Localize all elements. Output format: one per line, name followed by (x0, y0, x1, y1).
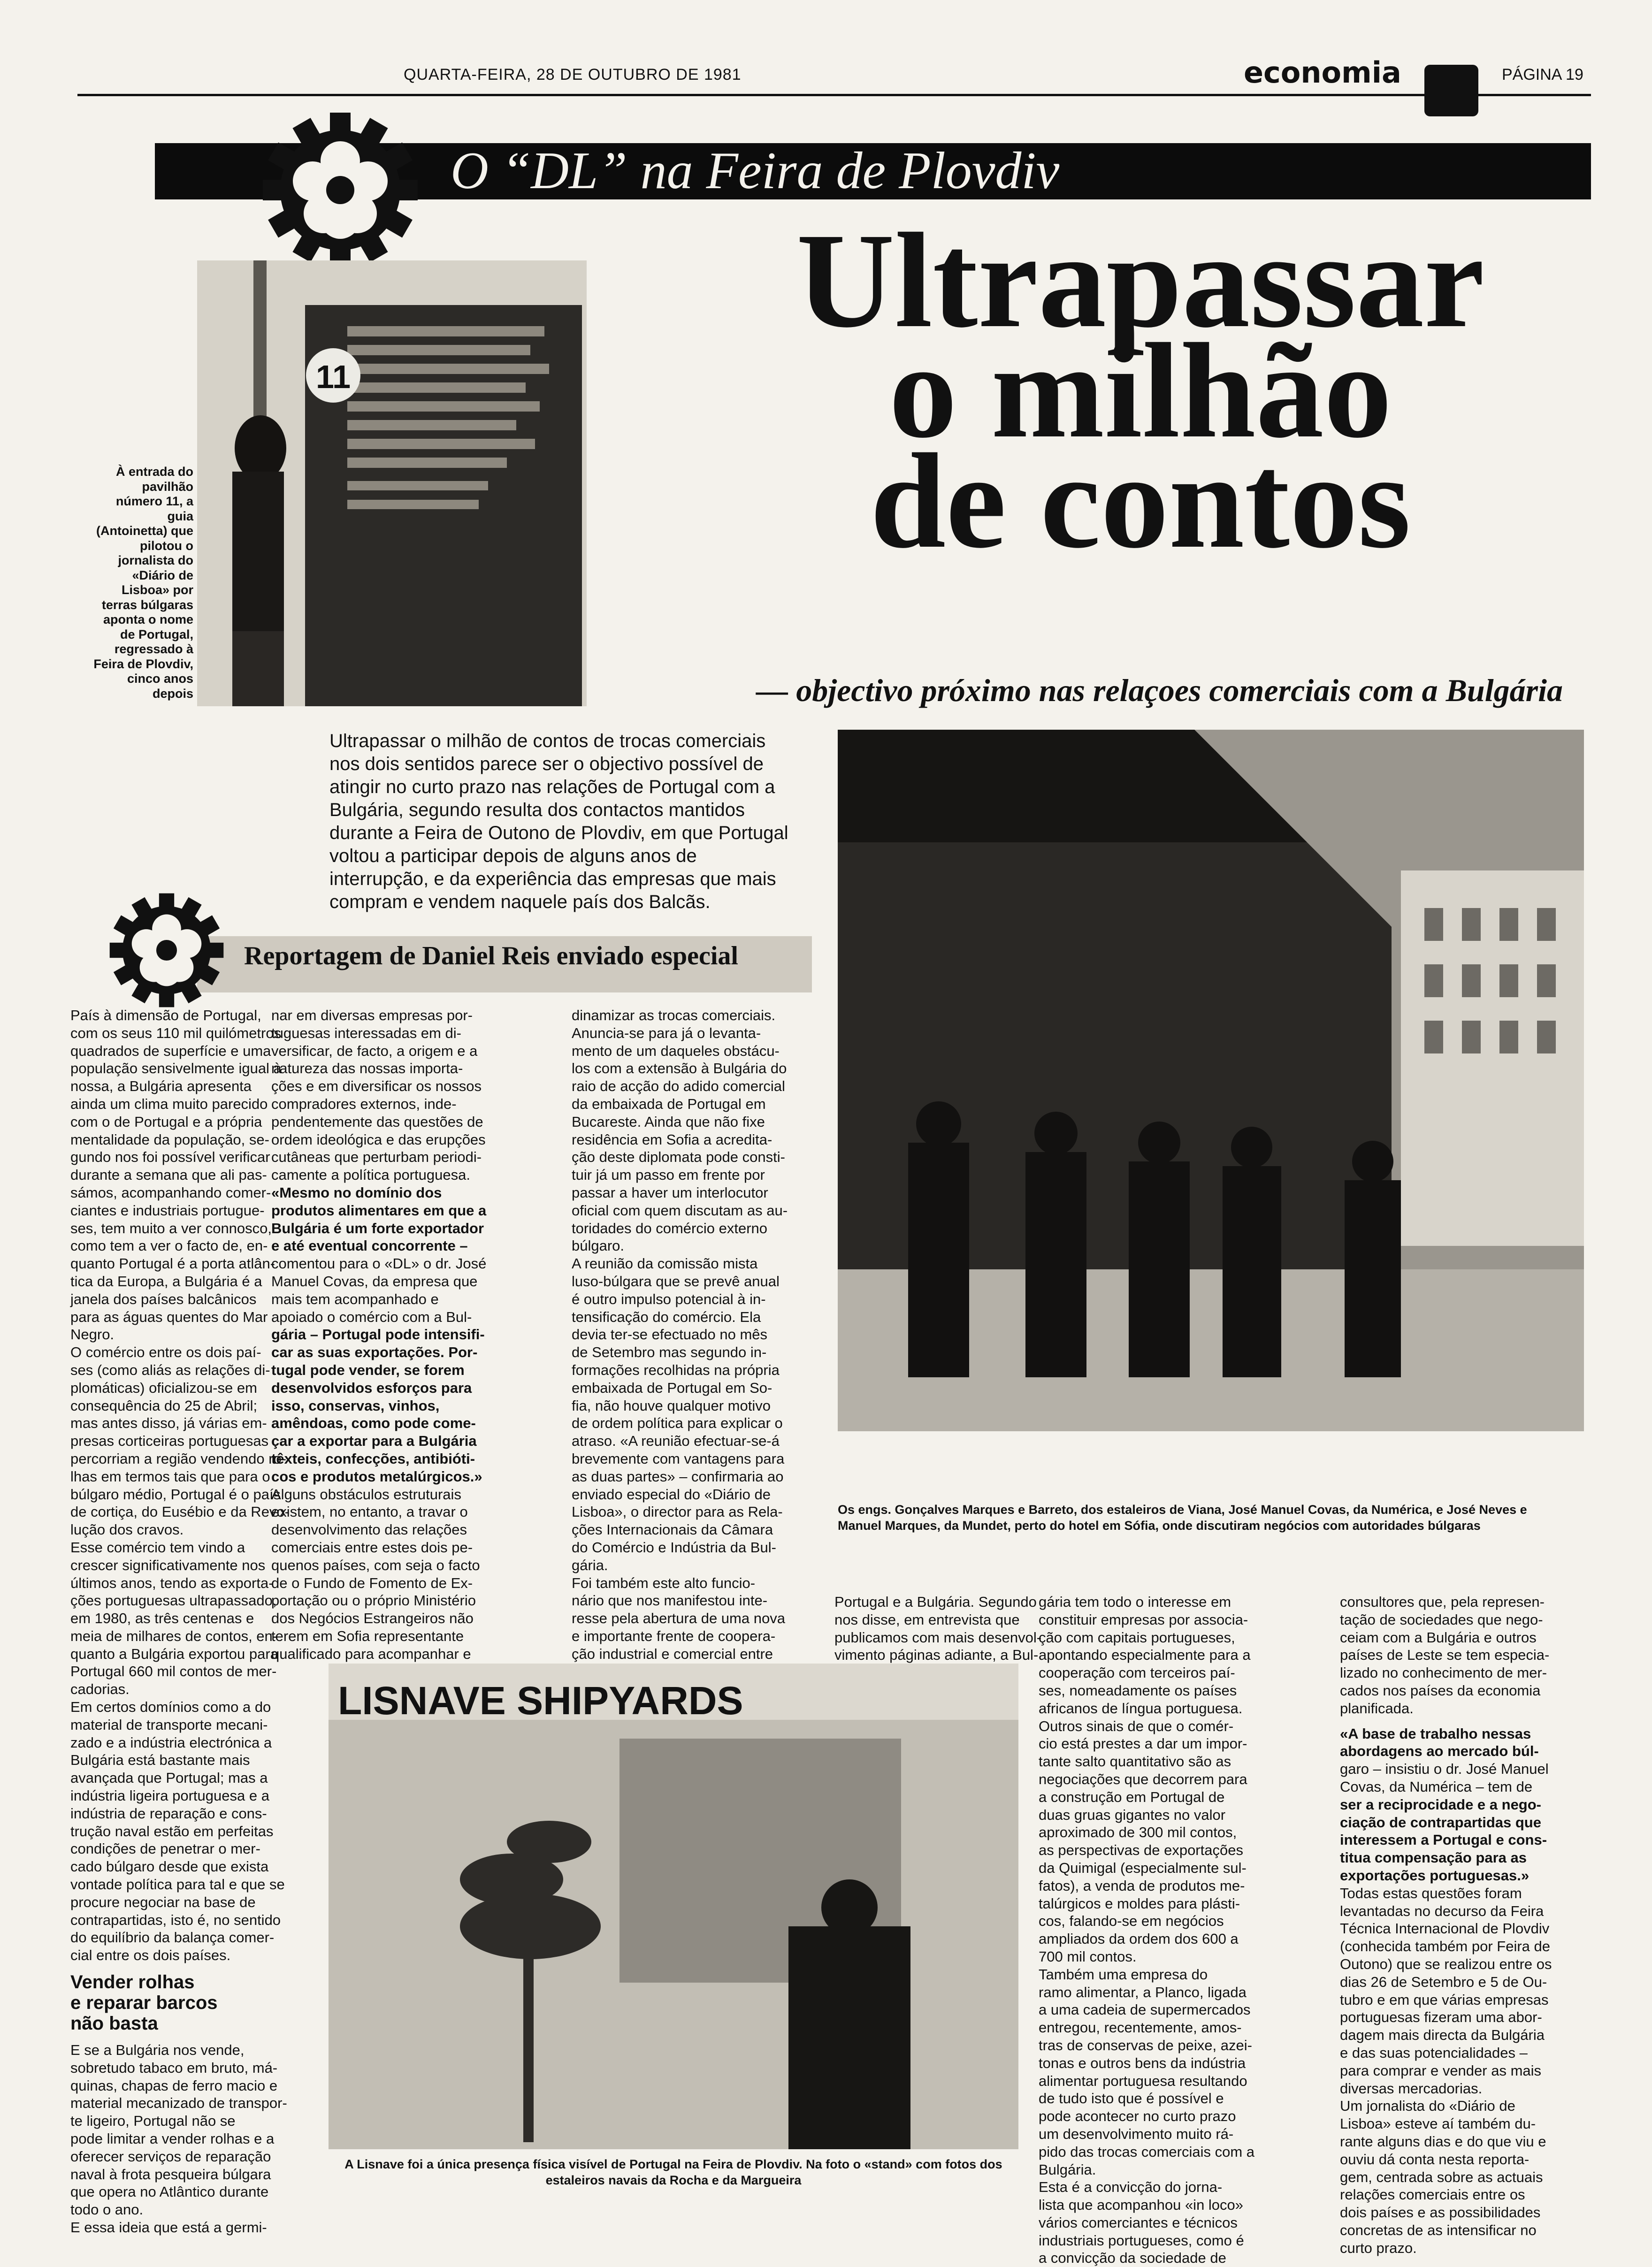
article-line: meia de milhares de contos, en- (70, 1627, 278, 1644)
article-line: gem, centrada sobre as actuais (1340, 2168, 1543, 2185)
article-line: passar a haver um interlocutor (572, 1184, 768, 1201)
article-line: enviado especial do «Diário de (572, 1486, 771, 1503)
article-line: vontade política para tal e que se (70, 1876, 285, 1893)
article-line: luso-búlgara que se prevê anual (572, 1273, 780, 1290)
article-line: tubro e em que várias empresas (1340, 1991, 1549, 2008)
article-line: comerciais entre estes dois pe- (271, 1539, 473, 1556)
article-line: cado búlgaro desde que exista (70, 1858, 269, 1875)
article-line: avançada que Portugal; mas a (70, 1770, 268, 1786)
article-line: ainda um clima muito parecido (70, 1095, 268, 1112)
article-line: ordem ideológica e das erupções (271, 1131, 486, 1148)
article-line: Em certos domínios como a do (70, 1699, 271, 1716)
article-line: têxteis, confecções, antibióti- (271, 1450, 475, 1467)
article-line: los com a extensão à Bulgária do (572, 1060, 787, 1077)
article-line: alimentar portuguesa resultando (1039, 2072, 1247, 2089)
byline: Reportagem de Daniel Reis enviado especial (244, 941, 738, 970)
article-line: ceiam com a Bulgária e outros (1340, 1629, 1537, 1646)
article-line: constituir empresas por associa- (1039, 1611, 1248, 1628)
photo1-caption (70, 465, 193, 701)
article-line: presas corticeiras portuguesas (70, 1433, 269, 1450)
article-line: Bucareste. Ainda que não fixe (572, 1113, 765, 1130)
article-line: um desenvolvimento muito rá- (1039, 2125, 1234, 2142)
article-line: nos disse, em entrevista que (834, 1611, 1020, 1628)
fair-gear-logo-icon (260, 110, 420, 270)
article-line: O comércio entre os dois paí- (70, 1344, 261, 1361)
article-line: desenvolvimento das relações (271, 1521, 467, 1538)
lisnave-sign: LISNAVE SHIPYARDS (338, 1679, 743, 1723)
article-line: quenos países, com seja o facto (271, 1557, 480, 1573)
article-line: consultores que, pela represen- (1340, 1594, 1545, 1610)
article-line: levantadas no decurso da Feira (1340, 1902, 1544, 1919)
article-line: tugal pode vender, se forem (271, 1361, 465, 1378)
article-line: cados nos países da economia (1340, 1682, 1541, 1699)
article-line: as duas partes» – confirmaria ao (572, 1468, 784, 1485)
article-line: camente a política portuguesa. (271, 1167, 470, 1183)
article-line: mais tem acompanhado e (271, 1290, 439, 1307)
article-line: (conhecida também por Feira de (1340, 1938, 1551, 1955)
article-line: para as águas quentes do Mar (70, 1308, 268, 1325)
article-line: lista que acompanhou «in loco» (1039, 2197, 1244, 2214)
article-line: ção deste diplomata pode consti- (572, 1149, 785, 1166)
article-line: relações comerciais entre os (1340, 2186, 1525, 2203)
article-line: dagem mais directa da Bulgária (1340, 2027, 1545, 2044)
article-line: isso, conservas, vinhos, (271, 1397, 440, 1414)
article-line: «Mesmo no domínio dos (271, 1184, 442, 1201)
article-line: industriais portugueses, como é (1039, 2232, 1244, 2249)
photo2-caption (838, 1502, 1584, 1534)
page-number: PÁGINA 19 (1502, 66, 1583, 84)
article-line: de tudo isto que é possível e (1039, 2090, 1224, 2107)
article-line: versificar, de facto, a origem e a (271, 1042, 478, 1059)
photo3-caption (329, 2156, 1018, 2188)
article-line: do equilíbrio da balança comer- (70, 1929, 275, 1946)
article-line: a uma cadeia de supermercados (1039, 2001, 1251, 2018)
article-line: ser a reciprocidade e a nego- (1340, 1796, 1542, 1813)
caption-line: A Lisnave foi a única presença física visível de Portugal na Feira de Plovdiv. Na foto o «stand» com fotos dos (344, 2157, 1002, 2171)
article-line: cos, falando-se em negócios (1039, 1913, 1224, 1930)
article-line: Outros sinais de que o comér- (1039, 1717, 1234, 1734)
article-line: tuir já um passo em frente por (572, 1167, 765, 1183)
article-line: de o Fundo de Fomento de Ex- (271, 1574, 473, 1591)
article-line: fatos), a venda de produtos me- (1039, 1877, 1245, 1894)
article-line: te ligeiro, Portugal não se (70, 2113, 236, 2130)
article-line: Negro. (70, 1326, 115, 1343)
section-title: economia (1244, 55, 1401, 90)
article-line: janela dos países balcânicos (70, 1290, 257, 1307)
article-line: e importante frente de coopera- (572, 1627, 776, 1644)
headline-line: o milhão (889, 315, 1392, 466)
byline-gear-logo-icon (108, 892, 225, 1009)
article-line: residência em Sofia a acredita- (572, 1131, 772, 1148)
article-line: raio de acção do adido comercial (572, 1078, 785, 1095)
article-column-6 (1340, 1593, 1579, 2257)
article-line: ção com capitais portugueses, (1039, 1629, 1235, 1646)
article-line: ouviu dá conta nesta reporta- (1340, 2151, 1530, 2168)
caption-line: estaleiros navais da Rocha e da Margueira (545, 2173, 802, 2187)
pavilion-number: 11 (316, 359, 351, 395)
article-line: países de Leste se tem especia- (1340, 1647, 1550, 1664)
caption-line: jornalista do (118, 553, 193, 567)
lead-line: atingir no curto prazo nas relações de Portugal com a (329, 777, 775, 797)
article-line: ção industrial e comercial entre (572, 1645, 773, 1662)
headline-subtitle: — objectivo próximo nas relaçoes comerciais com a Bulgária (756, 672, 1563, 708)
article-line: comentou para o «DL» o dr. José (271, 1255, 487, 1272)
caption-line: número 11, a (115, 494, 193, 508)
article-line: «A base de trabalho nessas (1340, 1725, 1531, 1742)
article-line: Bulgária é um forte exportador (271, 1220, 484, 1237)
article-line: Também uma empresa do (1039, 1966, 1208, 1983)
article-line: 700 mil contos. (1039, 1948, 1137, 1965)
article-line: talúrgicos e moldes para plásti- (1039, 1895, 1240, 1912)
article-line: amêndoas, como pode come- (271, 1415, 476, 1432)
article-line: Outono) que se realizou entre os (1340, 1955, 1552, 1972)
article-line: ciantes e industriais portugue- (70, 1202, 265, 1219)
article-line: que opera no Atlântico durante (70, 2183, 269, 2200)
article-column-5 (1039, 1593, 1315, 2267)
article-line: tras de conservas de peixe, azei- (1039, 2037, 1252, 2053)
photo-pavilion-guide (197, 260, 587, 706)
article-line: ções portuguesas ultrapassado, (70, 1592, 277, 1609)
caption-line: (Antoinetta) que (96, 524, 193, 538)
article-line: africanos de língua portuguesa. (1039, 1700, 1243, 1717)
article-line: E essa ideia que está a germi- (70, 2219, 267, 2236)
lead-paragraph (329, 730, 827, 914)
article-line: Esta é a convicção do jorna- (1039, 2179, 1223, 2196)
paragraph-gap (70, 2034, 263, 2041)
lead-line: durante a Feira de Outono de Plovdiv, em que Portugal (329, 823, 788, 843)
article-line: material de transporte mecani- (70, 1716, 268, 1733)
article-line: exportações portuguesas.» (1340, 1867, 1530, 1884)
article-line: brevemente com vantagens para (572, 1450, 785, 1467)
article-line: çar a exportar para a Bulgária (271, 1433, 477, 1450)
article-line: Lisboa», o director para as Rela- (572, 1504, 783, 1520)
article-line: aproximado de 300 mil contos, (1039, 1824, 1237, 1841)
article-line: qualificado para acompanhar e (271, 1645, 471, 1662)
caption-line: Lisboa» por (121, 583, 193, 597)
lead-line: Bulgária, segundo resulta dos contactos mantidos (329, 800, 745, 820)
article-line: entregou, recentemente, amos- (1039, 2019, 1242, 2036)
article-line: cio está prestes a dar um impor- (1039, 1735, 1247, 1752)
article-line: planificada. (1340, 1700, 1414, 1717)
article-line: ses, nomeadamente os países (1039, 1682, 1237, 1699)
article-line: dias 26 de Setembro e 5 de Ou- (1340, 1973, 1547, 1990)
article-line: Manuel Covas, da empresa que (271, 1273, 478, 1290)
photo-lisnave-stand (329, 1664, 1018, 2149)
article-line: tonas e outros bens da indústria (1039, 2054, 1246, 2071)
caption-line: terras búlgaras (101, 597, 193, 612)
article-line: lução dos cravos. (70, 1521, 184, 1538)
article-line: oficial com quem discutam as au- (572, 1202, 788, 1219)
article-line: quanto a Bulgária exportou para (70, 1645, 278, 1662)
article-column-1 (70, 1007, 290, 2236)
article-line: toridades do comércio externo (572, 1220, 768, 1237)
article-line: gária. (572, 1557, 608, 1573)
article-line: da embaixada de Portugal em (572, 1095, 766, 1112)
lead-line: voltou a participar depois de alguns anos de (329, 846, 697, 866)
caption-line: aponta o nome (103, 612, 193, 626)
caption-line: pilotou o (140, 538, 193, 553)
article-line: terem em Sofia representante (271, 1627, 464, 1644)
article-line: todo o ano. (70, 2201, 144, 2218)
article-line: existem, no entanto, a travar o (271, 1504, 468, 1520)
article-line: mas antes disso, já várias em- (70, 1415, 267, 1432)
article-line: em 1980, as três centenas e (70, 1610, 254, 1627)
article-line: nossa, a Bulgária apresenta (70, 1078, 252, 1095)
header-date: QUARTA-FEIRA, 28 DE OUTUBRO DE 1981 (404, 66, 742, 84)
article-line: natureza das nossas importa- (271, 1060, 463, 1077)
article-line: percorriam a região vendendo ro- (70, 1450, 287, 1467)
businessmen-photo-image (838, 730, 1584, 1431)
article-line: dois países e as possibilidades (1340, 2204, 1541, 2221)
article-line: crescer significativamente nos (70, 1557, 266, 1573)
article-line: diversas mercadorias. (1340, 2080, 1483, 2097)
article-line: compradores externos, inde- (271, 1095, 457, 1112)
article-line: tensificação do comércio. Ela (572, 1308, 761, 1325)
article-line: Portugal 660 mil contos de mer- (70, 1663, 277, 1680)
headline-line: Ultrapassar (796, 205, 1484, 356)
article-line: mentalidade da população, se- (70, 1131, 269, 1148)
article-line: pode acontecer no curto prazo (1039, 2108, 1236, 2125)
article-line: tante salto quantitativo são as (1039, 1753, 1231, 1770)
article-line: garo – insistiu o dr. José Manuel (1340, 1761, 1549, 1778)
article-line: e das suas potencialidades – (1340, 2044, 1528, 2061)
article-line: Anuncia-se para já o levanta- (572, 1024, 761, 1041)
photo-businessmen-sofia (838, 730, 1584, 1431)
article-line: as perspectivas de exportações (1039, 1842, 1243, 1859)
article-line: ciação de contrapartidas que (1340, 1814, 1541, 1831)
article-line: embaixada de Portugal em So- (572, 1379, 772, 1396)
article-line: pendentemente das questões de (271, 1113, 483, 1130)
pavilion-photo-image (197, 260, 587, 706)
section-subheading: Vender rolhas (70, 1972, 195, 1993)
article-line: indústria de reparação e cons- (70, 1805, 267, 1822)
article-line: tica da Europa, a Bulgária é a (70, 1273, 262, 1290)
article-line: apoiado o comércio com a Bul- (271, 1308, 472, 1325)
caption-line: Manuel Marques, da Mundet, perto do hotel em Sófia, onde discutiram negócios com autoridades búlgaras (838, 1519, 1481, 1533)
article-line: portuguesas fizeram uma abor- (1340, 2009, 1542, 2026)
lead-line: compram e vendem naquele país dos Balcãs. (329, 892, 711, 912)
lisnave-photo-image (329, 1664, 1018, 2149)
article-line: cadorias. (70, 1681, 130, 1698)
article-line: com os seus 110 mil quilómetros (70, 1024, 282, 1041)
article-line: e até eventual concorrente – (271, 1237, 468, 1254)
paragraph-gap (70, 1964, 263, 1972)
article-line: plomáticas) oficializou-se em (70, 1379, 257, 1396)
article-line: contrapartidas, isto é, no sentido (70, 1911, 281, 1928)
caption-line: depois (152, 686, 193, 701)
article-line: ses (como aliás as relações di- (70, 1361, 270, 1378)
article-line: zado e a indústria electrónica a (70, 1734, 272, 1751)
article-line: duas gruas gigantes no valor (1039, 1806, 1226, 1823)
article-line: gária – Portugal pode intensifi- (271, 1326, 485, 1343)
article-line: apontando especialmente para a (1039, 1647, 1251, 1664)
article-line: do Comércio e Indústria da Bul- (572, 1539, 776, 1556)
article-line: quanto Portugal é a porta atlân- (70, 1255, 275, 1272)
article-line: gundo nos foi possível verificar (70, 1149, 270, 1166)
article-line: publicamos com mais desenvol- (834, 1629, 1042, 1646)
article-line: a construção em Portugal de (1039, 1788, 1225, 1805)
article-line: naval à frota pesqueira búlgara (70, 2166, 271, 2183)
article-line: Esse comércio tem vindo a (70, 1539, 245, 1556)
article-line: quadrados de superfície e uma (70, 1042, 271, 1059)
article-line: trução naval estão em perfeitas (70, 1823, 274, 1840)
article-line: produtos alimentares em que a (271, 1202, 487, 1219)
section-logo (1424, 65, 1478, 116)
article-line: Todas estas questões foram (1340, 1885, 1522, 1901)
article-line: búlgaro. (572, 1237, 625, 1254)
article-line: cooperação com terceiros paí- (1039, 1664, 1235, 1681)
article-column-4 (834, 1593, 1042, 1664)
section-subheading: e reparar barcos (70, 1992, 218, 2014)
caption-line: cinco anos (127, 672, 193, 686)
article-line: Alguns obstáculos estruturais (271, 1486, 461, 1503)
article-line: tuguesas interessadas em di- (271, 1024, 461, 1041)
article-line: cial entre os dois países. (70, 1947, 231, 1964)
article-line: Foi também este alto funcio- (572, 1574, 756, 1591)
article-line: tação de sociedades que nego- (1340, 1611, 1543, 1628)
article-line: rante alguns dias e do que viu e (1340, 2133, 1546, 2150)
caption-line: À entrada do (115, 465, 193, 479)
article-line: ramo alimentar, a Planco, ligada (1039, 1984, 1247, 2000)
article-line: a convicção da sociedade de (1039, 2250, 1226, 2267)
article-line: Lisboa» esteve aí também du- (1340, 2115, 1536, 2132)
article-line: é outro impulso potencial à in- (572, 1290, 766, 1307)
article-line: gária tem todo o interesse em (1039, 1594, 1231, 1610)
article-line: procure negociar na base de (70, 1893, 256, 1910)
caption-line: de Portugal, (120, 627, 193, 641)
article-line: mento de um daqueles obstácu- (572, 1042, 780, 1059)
article-column-3 (572, 1007, 825, 1663)
caption-line: regressado à (114, 642, 193, 656)
article-line: últimos anos, tendo as exporta- (70, 1574, 274, 1591)
article-line: pido das trocas comerciais com a (1039, 2143, 1255, 2160)
article-line: lizado no conhecimento de mer- (1340, 1664, 1547, 1681)
article-line: ampliados da ordem dos 600 a (1039, 1931, 1239, 1947)
article-line: curto prazo. (1340, 2239, 1417, 2256)
article-line: desenvolvidos esforços para (271, 1379, 472, 1396)
article-line: de Setembro mas segundo in- (572, 1344, 767, 1361)
article-line: Técnica Internacional de Plovdiv (1340, 1920, 1550, 1937)
article-line: população sensivelmente igual à (70, 1060, 282, 1077)
article-line: sámos, acompanhando comer- (70, 1184, 271, 1201)
banner-title: O “DL” na Feira de Plovdiv (451, 142, 1060, 200)
article-line: dinamizar as trocas comerciais. (572, 1007, 776, 1023)
article-line: sobretudo tabaco em bruto, má- (70, 2059, 278, 2076)
article-line: A reunião da comissão mista (572, 1255, 758, 1272)
article-line: quinas, chapas de ferro macio e (70, 2077, 278, 2094)
caption-line: «Diário de (132, 568, 193, 582)
lead-line: nos dois sentidos parece ser o objectivo possível de (329, 754, 764, 774)
article-line: portação ou o próprio Ministério (271, 1592, 476, 1609)
article-line: de cortiça, do Eusébio e da Revo- (70, 1504, 290, 1520)
caption-line: pavilhão (142, 479, 193, 494)
article-line: ses, tem muito a ver connosco, (70, 1220, 272, 1237)
article-line: ções e em diversificar os nossos (271, 1078, 482, 1095)
article-line: E se a Bulgária nos vende, (70, 2042, 245, 2059)
article-line: material mecanizado de transpor- (70, 2095, 287, 2112)
lead-line: interrupção, e da experiência das empresas que mais (329, 869, 776, 889)
article-line: fia, não houve qualquer motivo (572, 1397, 771, 1414)
article-line: durante a semana que ali pas- (70, 1167, 267, 1183)
article-line: concretas de as intensificar no (1340, 2221, 1537, 2238)
article-line: Um jornalista do «Diário de (1340, 2098, 1515, 2114)
caption-line: Os engs. Gonçalves Marques e Barreto, dos estaleiros de Viana, José Manuel Covas, da Numérica, e José Neves e (838, 1503, 1527, 1517)
article-line: ções Internacionais da Câmara (572, 1521, 773, 1538)
caption-line: Feira de Plovdiv, (93, 656, 193, 671)
article-line: Bulgária está bastante mais (70, 1752, 250, 1769)
article-line: pode limitar a vender rolhas e a (70, 2130, 275, 2147)
article-line: condições de penetrar o mer- (70, 1840, 260, 1857)
article-line: Covas, da Numérica – tem de (1340, 1778, 1533, 1795)
article-line: oferecer serviços de reparação (70, 2148, 271, 2165)
article-line: consequência do 25 de Abril; (70, 1397, 258, 1414)
headline-line: de contos (870, 426, 1411, 576)
article-line: vários comerciantes e técnicos (1039, 2214, 1238, 2231)
article-line: como tem a ver o facto de, en- (70, 1237, 268, 1254)
headline (742, 205, 1539, 576)
article-line: Bulgária. (1039, 2161, 1096, 2178)
article-line: vimento páginas adiante, a Bul- (834, 1647, 1039, 1664)
article-line: negociações que decorrem para (1039, 1771, 1247, 1787)
caption-line: guia (167, 509, 193, 523)
article-line: Portugal e a Bulgária. Segundo (834, 1594, 1037, 1610)
article-line: com o de Portugal e a própria (70, 1113, 262, 1130)
article-line: resse pela abertura de uma nova (572, 1610, 785, 1627)
article-line: titua compensação para as (1340, 1849, 1527, 1866)
paragraph-gap (1340, 1717, 1579, 1725)
article-line: nar em diversas empresas por- (271, 1007, 473, 1023)
article-line: para comprar e vender as mais (1340, 2062, 1542, 2079)
article-line: car as suas exportações. Por- (271, 1344, 478, 1361)
article-line: indústria ligeira portuguesa e a (70, 1787, 269, 1804)
article-line: abordagens ao mercado búl- (1340, 1743, 1539, 1760)
section-subheading: não basta (70, 2013, 158, 2034)
article-line: devia ter-se efectuado no mês (572, 1326, 768, 1343)
article-line: da Quimigal (especialmente sul- (1039, 1859, 1247, 1876)
article-line: formações recolhidas na própria (572, 1361, 780, 1378)
header-rule (77, 94, 1591, 96)
article-line: atraso. «A reunião efectuar-se-á (572, 1433, 780, 1450)
article-line: País à dimensão de Portugal, (70, 1007, 261, 1023)
article-line: de ordem política para explicar o (572, 1415, 783, 1432)
article-line: nário que nos manifestou inte- (572, 1592, 768, 1609)
article-line: cutâneas que perturbam periodi- (271, 1149, 482, 1166)
lead-line: Ultrapassar o milhão de contos de trocas comerciais (329, 731, 766, 751)
article-line: interessem a Portugal e cons- (1340, 1832, 1547, 1848)
article-line: lhas em termos tais que para o (70, 1468, 270, 1485)
article-line: cos e produtos metalúrgicos.» (271, 1468, 482, 1485)
article-column-2 (271, 1007, 558, 1663)
article-line: búlgaro médio, Portugal é o país (70, 1486, 281, 1503)
article-line: dos Negócios Estrangeiros não (271, 1610, 474, 1627)
